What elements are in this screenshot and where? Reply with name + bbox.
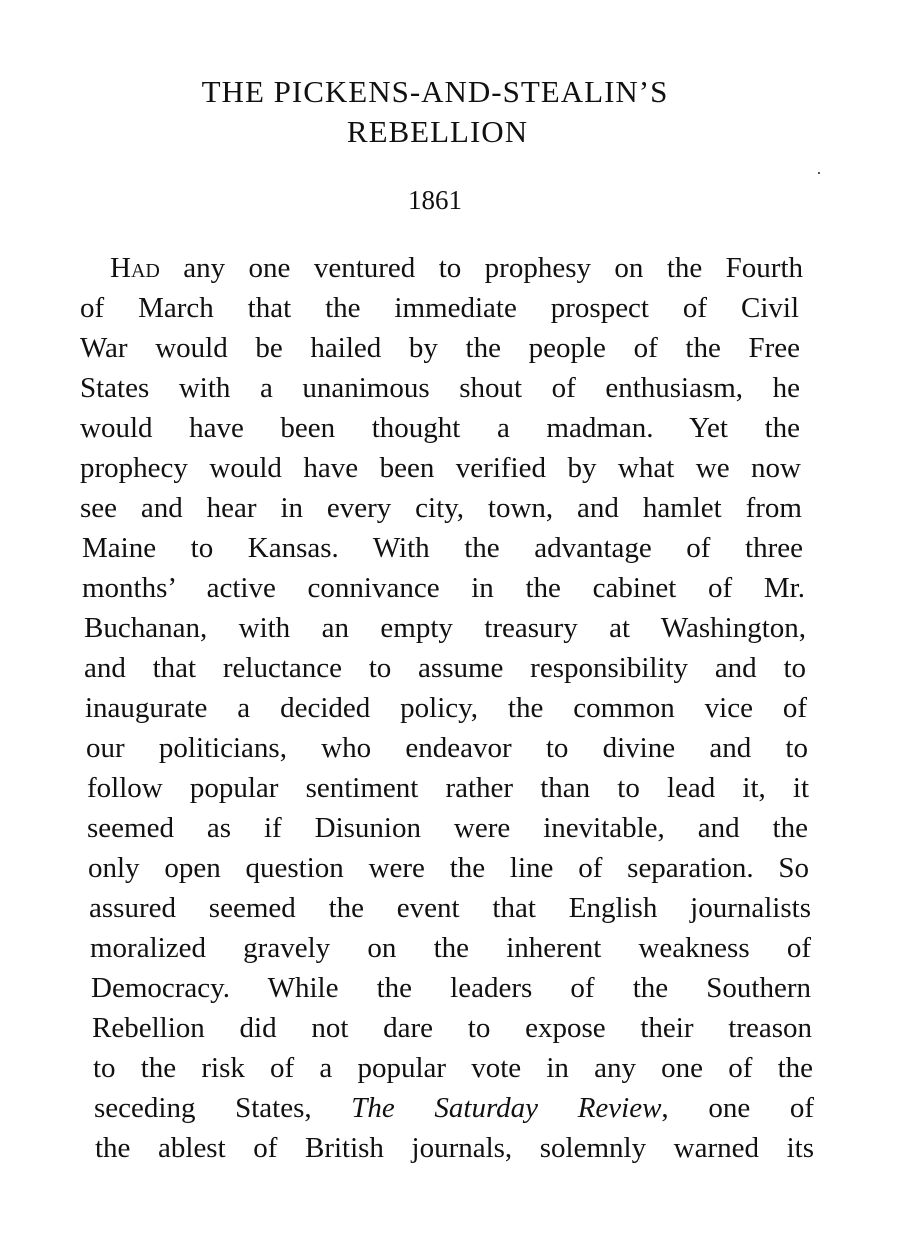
- text-line: assured seemed the event that English journalists: [89, 892, 811, 924]
- text-line: Buchanan, with an empty treasury at Washington,: [84, 612, 806, 644]
- chapter-title-line-1: THE PICKENS-AND-STEALIN’S: [201, 74, 669, 109]
- text-line: Democracy. While the leaders of the Southern: [91, 972, 811, 1004]
- text-line: prophecy would have been verified by what we now: [80, 452, 801, 484]
- chapter-title: [0, 72, 900, 152]
- text-line: to the risk of a popular vote in any one of the: [93, 1052, 813, 1084]
- chapter-year: 1861: [408, 185, 462, 215]
- text-line: the ablest of British journals, solemnly warned its: [95, 1132, 814, 1164]
- text-line: moralized gravely on the inherent weakness of: [90, 932, 811, 964]
- text-line: inaugurate a decided policy, the common vice of: [85, 692, 807, 724]
- drop-word: Had: [110, 252, 160, 284]
- text-line: would have been thought a madman. Yet the: [80, 412, 800, 444]
- text-line: States with a unanimous shout of enthusiasm, he: [80, 372, 800, 404]
- text-line: only open question were the line of separation. So: [88, 852, 809, 884]
- text-line: follow popular sentiment rather than to lead it, it: [87, 772, 809, 804]
- text-line: War would be hailed by the people of the Free: [80, 332, 800, 364]
- text-line: and that reluctance to assume responsibility and to: [84, 652, 806, 684]
- text-line: Rebellion did not dare to expose their treason: [92, 1012, 812, 1044]
- text-line: months’ active connivance in the cabinet of Mr.: [82, 572, 805, 604]
- publication-title: The Saturday Review: [351, 1092, 662, 1124]
- text-line: see and hear in every city, town, and hamlet from: [80, 492, 802, 524]
- text-line: of March that the immediate prospect of Civil: [80, 292, 799, 324]
- text-line: Had any one ventured to prophesy on the Fourth: [110, 252, 803, 284]
- print-speck: [818, 172, 820, 174]
- text-line: seceding States, The Saturday Review, one of: [94, 1092, 814, 1124]
- text-line: Maine to Kansas. With the advantage of three: [82, 532, 803, 564]
- text-line: seemed as if Disunion were inevitable, and the: [87, 812, 808, 844]
- chapter-title-line-2: REBELLION: [346, 114, 529, 149]
- text-line: our politicians, who endeavor to divine and to: [86, 732, 808, 764]
